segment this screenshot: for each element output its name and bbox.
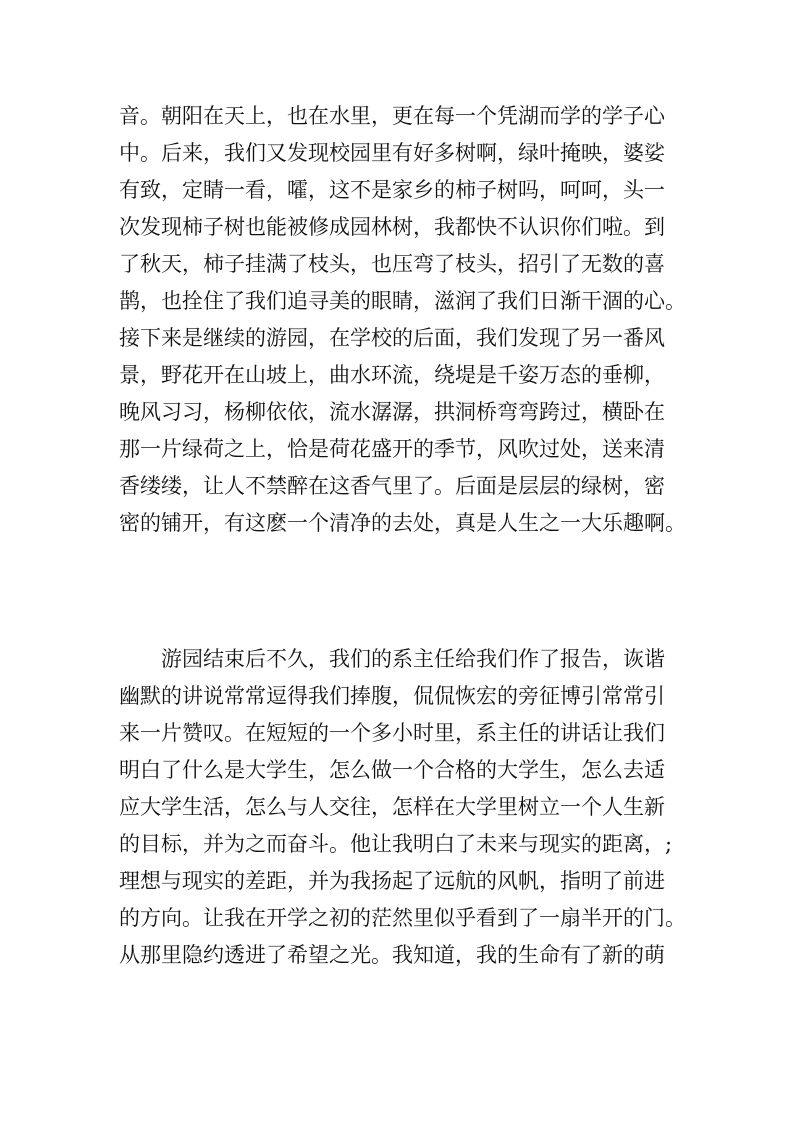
text-line: 游园结束后不久，我们的系主任给我们作了报告，诙谐 xyxy=(119,647,665,671)
text-line: 幽默的讲说常常逗得我们捧腹，侃侃恢宏的旁征博引常常引 xyxy=(119,684,665,708)
paragraph-2 xyxy=(119,641,689,974)
text-line: 从那里隐约透进了希望之光。我知道，我的生命有了新的萌 xyxy=(119,943,665,967)
text-line: 音。朝阳在天上，也在水里，更在每一个凭湖而学的学子心 xyxy=(119,104,665,128)
text-line: 应大学生活，怎么与人交往，怎样在大学里树立一个人生新 xyxy=(119,795,665,819)
text-line: 的目标，并为之而奋斗。他让我明白了未来与现实的距离，; xyxy=(119,832,673,856)
text-line: 有致，定睛一看，嚯，这不是家乡的柿子树吗，呵呵，头一 xyxy=(119,178,665,202)
text-line: 景，野花开在山坡上，曲水环流，绕堤是千姿万态的垂柳， xyxy=(119,363,665,387)
text-line: 来一片赞叹。在短短的一个多小时里，系主任的讲话让我们 xyxy=(119,721,665,745)
text-line: 次发现柿子树也能被修成园林树，我都快不认识你们啦。到 xyxy=(119,215,665,239)
text-line: 接下来是继续的游园，在学校的后面，我们发现了另一番风 xyxy=(119,326,665,350)
text-line: 理想与现实的差距，并为我扬起了远航的风帆，指明了前进 xyxy=(119,869,665,893)
text-line: 香缕缕，让人不禁醉在这香气里了。后面是层层的绿树，密 xyxy=(119,474,665,498)
text-line: 那一片绿荷之上，恰是荷花盛开的季节，风吹过处，送来清 xyxy=(119,437,665,461)
text-line: 明白了什么是大学生，怎么做一个合格的大学生，怎么去适 xyxy=(119,758,665,782)
text-line: 晚风习习，杨柳依依，流水潺潺，拱洞桥弯弯跨过，横卧在 xyxy=(119,400,665,424)
text-line: 密的铺开，有这麽一个清净的去处，真是人生之一大乐趣啊。 xyxy=(119,511,686,535)
text-line: 的方向。让我在开学之初的茫然里似乎看到了一扇半开的门。 xyxy=(119,906,686,930)
text-line: 中。后来，我们又发现校园里有好多树啊，绿叶掩映，婆娑 xyxy=(119,141,665,165)
text-line: 鹊，也拴住了我们追寻美的眼睛，滋润了我们日渐干涸的心。 xyxy=(119,289,686,313)
paragraph-1 xyxy=(119,98,689,542)
text-line: 了秋天，柿子挂满了枝头，也压弯了枝头，招引了无数的喜 xyxy=(119,252,665,276)
